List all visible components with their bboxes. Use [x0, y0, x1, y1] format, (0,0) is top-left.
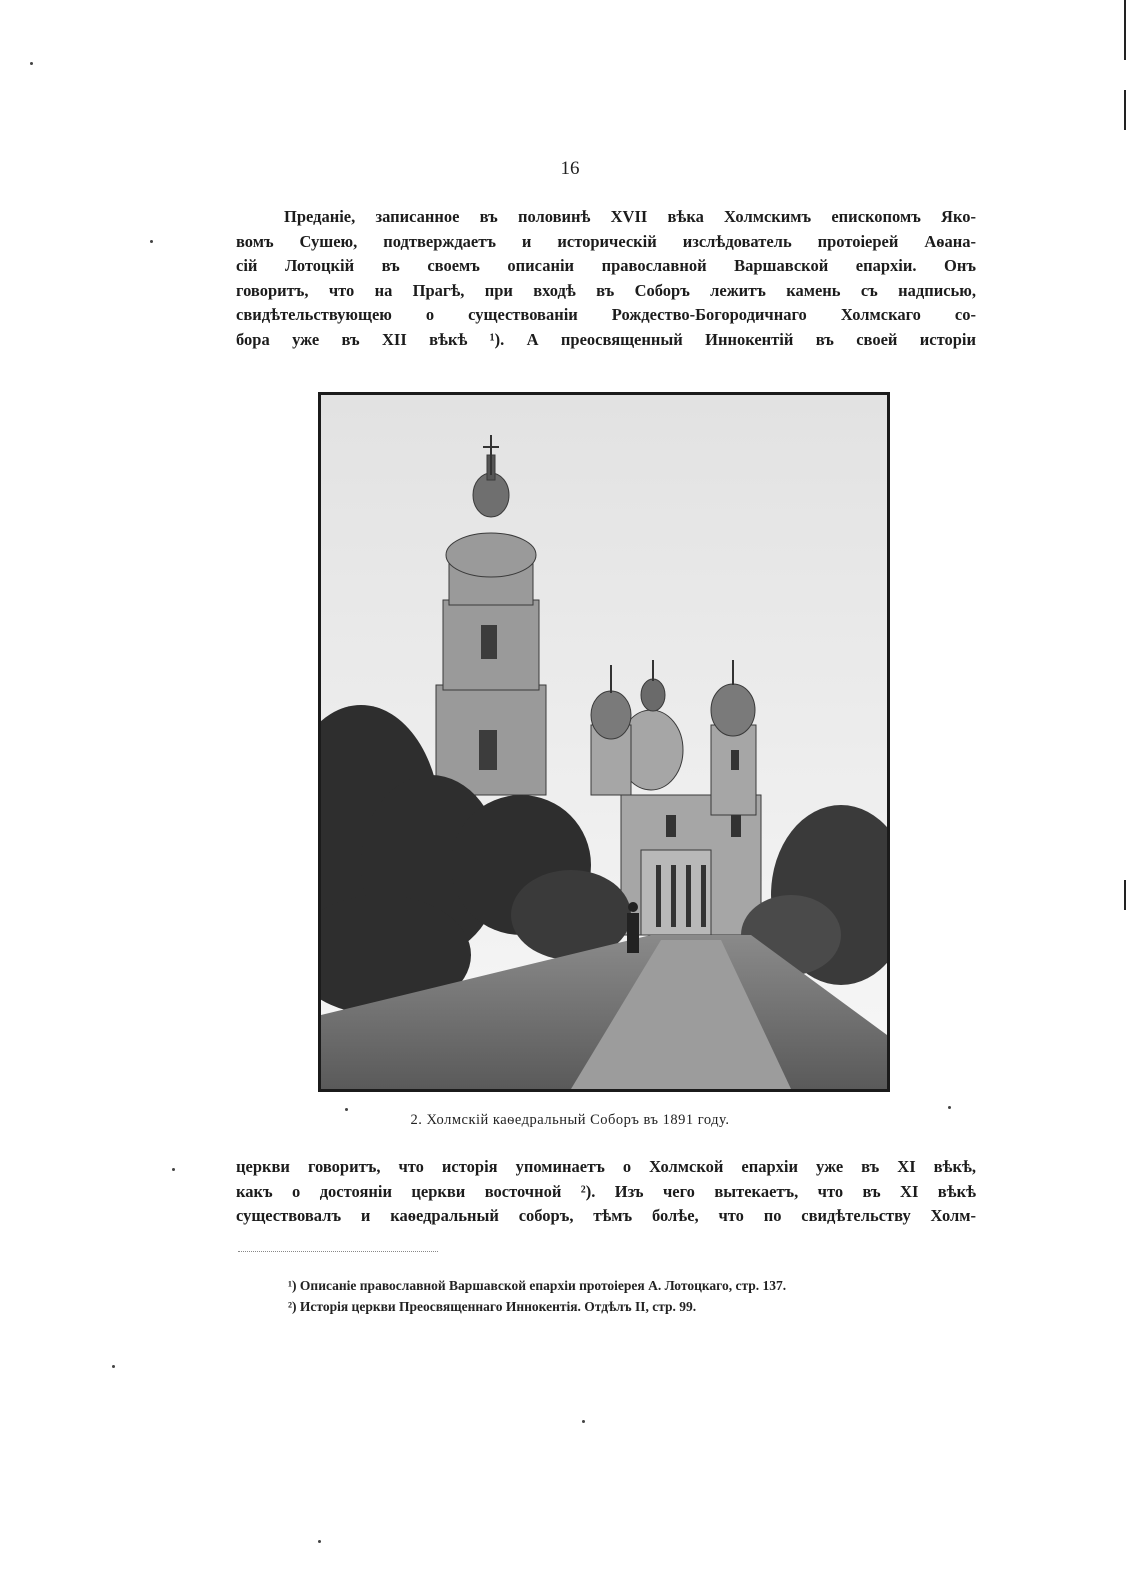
scan-speck [318, 1540, 321, 1543]
text-line: церкви говоритъ, что исторія упоминаетъ о Холмской епархіи уже въ XI вѣкѣ, [236, 1157, 976, 1176]
footnotes [288, 1275, 968, 1317]
text-line: сій Лотоцкій въ своемъ описаніи православной Варшавской епархіи. Онъ [236, 256, 976, 275]
paragraph-top [236, 205, 976, 352]
footnote-2: ²) Исторія церкви Преосвященнаго Иннокентія. Отдѣлъ II, стр. 99. [288, 1299, 697, 1314]
cathedral-illustration [321, 395, 887, 1089]
figure-caption: 2. Холмскій каѳедральный Соборъ въ 1891 году. [410, 1112, 730, 1128]
text-line: существовалъ и каѳедральный соборъ, тѣмъ болѣе, что по свидѣтельству Холм- [236, 1206, 976, 1225]
scan-edge-line [1124, 0, 1126, 60]
scan-speck [582, 1420, 585, 1423]
scan-speck [172, 1168, 175, 1171]
paragraph-bottom [236, 1155, 976, 1229]
text-line: свидѣтельствующею о существованіи Рождество-Богородичнаго Холмскаго со- [236, 305, 976, 324]
text-line: Преданіе, записанное въ половинѣ XVII вѣка Холмскимъ епископомъ Яко- [284, 207, 976, 226]
scan-speck [948, 1106, 951, 1109]
text-line: какъ о достояніи церкви восточной ²). Изъ чего вытекаетъ, что въ XI вѣкѣ [236, 1181, 976, 1201]
scan-edge-line [1124, 880, 1126, 910]
text-line: говоритъ, что на Прагѣ, при входѣ въ Соборъ лежитъ камень съ надписью, [236, 280, 976, 300]
scan-speck [112, 1365, 115, 1368]
footnote-1: ¹) Описаніе православной Варшавской епархіи протоіерея А. Лотоцкаго, стр. 137. [288, 1278, 787, 1293]
text-line: бора уже въ XII вѣкѣ ¹). А преосвященный Иннокентій въ своей исторіи [236, 329, 976, 349]
scan-speck [345, 1108, 348, 1111]
cathedral-photograph [318, 392, 890, 1092]
footnote-separator [238, 1251, 438, 1252]
scan-speck [150, 240, 153, 243]
page-number: 16 [560, 158, 580, 179]
scan-speck [30, 62, 33, 65]
text-line: вомъ Сушею, подтверждаетъ и историческій изслѣдователь протоіерей Аѳана- [236, 231, 976, 251]
scan-edge-line [1124, 90, 1126, 130]
